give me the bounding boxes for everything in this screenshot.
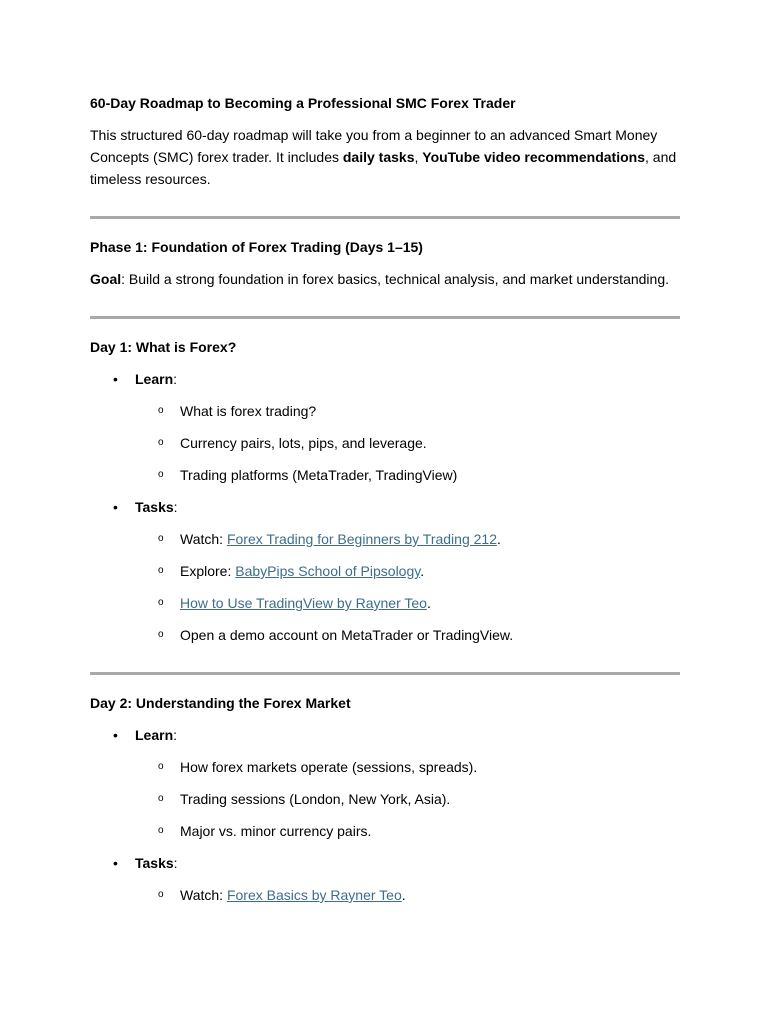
list-item: o Watch: Forex Basics by Rayner Teo.: [135, 884, 680, 906]
circle-bullet-icon: o: [158, 889, 164, 900]
list-item: o Major vs. minor currency pairs.: [135, 820, 680, 842]
circle-bullet-icon: o: [158, 437, 164, 448]
day2-learn-item: [90, 724, 680, 842]
list-item: o How to Use TradingView by Rayner Teo.: [135, 592, 680, 614]
day1-learn-item: [90, 368, 680, 486]
learn-label: Learn: [135, 371, 174, 387]
document-title: 60-Day Roadmap to Becoming a Professional SMC Forex Trader: [90, 95, 516, 111]
link-forex-basics-rayner-teo[interactable]: Forex Basics by Rayner Teo: [226, 887, 402, 903]
link-tradingview-rayner-teo[interactable]: How to Use TradingView by Rayner Teo: [180, 595, 427, 611]
intro-bold-youtube: YouTube video recommendations: [422, 149, 646, 165]
list-item: o Open a demo account on MetaTrader or TradingView.: [135, 624, 680, 646]
bullet-icon: •: [113, 727, 118, 743]
colon: :: [173, 855, 178, 871]
colon: :: [173, 727, 178, 743]
list-item: o What is forex trading?: [135, 400, 680, 422]
list-item: o How forex markets operate (sessions, spreads).: [135, 756, 680, 778]
circle-bullet-icon: o: [158, 597, 164, 608]
task-prefix: Explore:: [180, 563, 236, 579]
link-babypips[interactable]: BabyPips School of Pipsology: [235, 563, 421, 579]
intro-paragraph: [90, 124, 680, 190]
day2-tasks-item: [90, 852, 680, 906]
day2-list: [90, 724, 680, 906]
list-item: o Explore: BabyPips School of Pipsology.: [135, 560, 680, 582]
intro-text-2: , and timeless resources.: [90, 149, 677, 187]
circle-bullet-icon: o: [158, 533, 164, 544]
task-prefix: Watch:: [180, 887, 227, 903]
task-prefix: Watch:: [180, 531, 227, 547]
horizontal-rule: [90, 672, 680, 675]
circle-bullet-icon: o: [158, 405, 164, 416]
link-forex-trading-beginners[interactable]: Forex Trading for Beginners by Trading 212: [226, 531, 497, 547]
day2-learn-sublist: [135, 756, 680, 842]
day1-tasks-sublist: [135, 528, 680, 646]
horizontal-rule: [90, 316, 680, 319]
list-item: o Currency pairs, lots, pips, and leverage.: [135, 432, 680, 454]
circle-bullet-icon: o: [158, 629, 164, 640]
document-content: [90, 92, 680, 906]
circle-bullet-icon: o: [158, 469, 164, 480]
bullet-icon: •: [113, 855, 118, 871]
circle-bullet-icon: o: [158, 565, 164, 576]
intro-text-1: This structured 60-day roadmap will take you from a beginner to an advanced Smart Money Concepts (SMC) forex trader. It includes: [90, 127, 658, 165]
day2-tasks-sublist: [135, 884, 680, 906]
phase1-goal: [90, 268, 680, 290]
circle-bullet-icon: o: [158, 793, 164, 804]
list-item: o Trading platforms (MetaTrader, TradingView): [135, 464, 680, 486]
tasks-label: Tasks: [135, 855, 174, 871]
circle-bullet-icon: o: [158, 825, 164, 836]
bullet-icon: •: [113, 371, 118, 387]
goal-label: Goal: [90, 271, 122, 287]
colon: :: [173, 371, 178, 387]
list-item: o Watch: Forex Trading for Beginners by Trading 212.: [135, 528, 680, 550]
day1-learn-sublist: [135, 400, 680, 486]
colon: :: [173, 499, 178, 515]
day1-list: [90, 368, 680, 646]
day1-heading: Day 1: What is Forex?: [90, 339, 237, 355]
day1-tasks-item: [90, 496, 680, 646]
learn-label: Learn: [135, 727, 174, 743]
tasks-label: Tasks: [135, 499, 174, 515]
intro-bold-daily-tasks: daily tasks: [342, 149, 415, 165]
list-item: o Trading sessions (London, New York, Asia).: [135, 788, 680, 810]
bullet-icon: •: [113, 499, 118, 515]
horizontal-rule: [90, 216, 680, 219]
day2-heading: Day 2: Understanding the Forex Market: [90, 695, 351, 711]
goal-text: : Build a strong foundation in forex basics, technical analysis, and market understanding.: [121, 271, 669, 287]
intro-separator: ,: [414, 149, 423, 165]
phase1-heading: Phase 1: Foundation of Forex Trading (Days 1–15): [90, 239, 423, 255]
circle-bullet-icon: o: [158, 761, 164, 772]
